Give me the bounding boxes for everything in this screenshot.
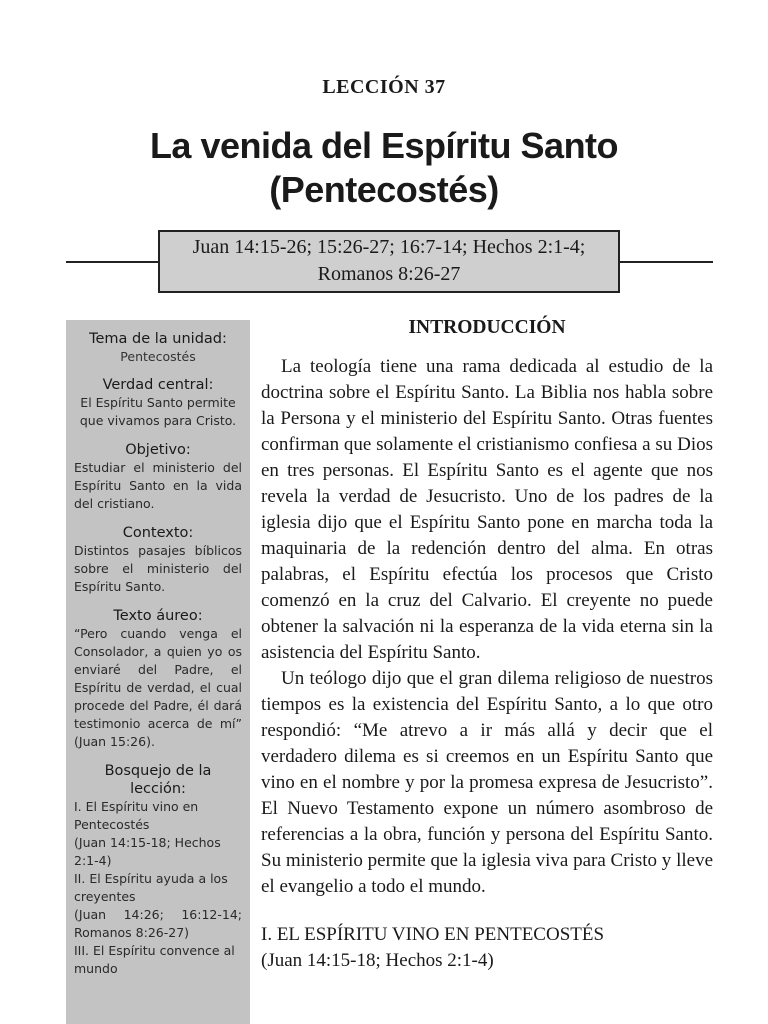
objective-text: Estudiar el ministerio del Espíritu Santo en la vida del cristiano.	[74, 460, 242, 511]
golden-text-section	[74, 607, 242, 751]
reference-rule-left	[66, 261, 160, 263]
scripture-reference-box	[158, 230, 620, 293]
context-section	[74, 524, 242, 596]
unit-theme-heading: Tema de la unidad:	[89, 331, 227, 347]
outline-item-reference: (Juan 14:15-18; Hechos 2:1-4)	[74, 835, 221, 868]
outline-item	[74, 798, 242, 870]
outline-item	[74, 870, 242, 942]
outline-item	[74, 942, 242, 978]
context-text: Distintos pasajes bíblicos sobre el ministerio del Espíritu Santo.	[74, 543, 242, 594]
section-1-title: I. EL ESPÍRITU VINO EN PENTECOSTÉS	[261, 924, 605, 945]
outline-item-title: III. El Espíritu convence al mundo	[74, 943, 235, 976]
section-1-reference: (Juan 14:15-18; Hechos 2:1-4)	[261, 950, 494, 971]
introduction-heading: INTRODUCCIÓN	[408, 317, 566, 338]
lesson-content	[261, 315, 713, 974]
section-1-heading	[261, 922, 713, 974]
outline-heading: Bosquejo de la lección:	[104, 763, 212, 797]
outline-item-title: II. El Espíritu ayuda a los creyentes	[74, 871, 228, 904]
page-title	[0, 124, 768, 212]
lesson-number: LECCIÓN 37	[322, 76, 446, 98]
scripture-reference-line-1: Juan 14:15-26; 15:26-27; 16:7-14; Hechos 2:1-4;	[192, 236, 586, 258]
lesson-sidebar	[66, 320, 250, 1024]
title-line-2: (Pentecostés)	[269, 169, 499, 210]
golden-text-heading: Texto áureo:	[113, 608, 203, 624]
objective-section	[74, 441, 242, 513]
scripture-reference-line-2: Romanos 8:26-27	[317, 263, 461, 285]
unit-theme-text: Pentecostés	[120, 349, 196, 364]
objective-heading: Objetivo:	[125, 442, 191, 458]
reference-rule-right	[618, 261, 713, 263]
introduction-paragraph-2: Un teólogo dijo que el gran dilema religioso de nuestros tiempos es la existencia del Espíritu Santo, a lo que otro respondió: “Me atrevo a ir más allá y decir que el verdadero dilema es si creemos en un Espíritu Santo que vino en el nombre y por la promesa expresa de Jesucristo”. El Nuevo Testamento expone un número asombroso de referencias a la obra, función y persona del Espíritu Santo. Su ministerio permite que la iglesia viva para Cristo y lleve el evangelio a todo el mundo.	[261, 668, 713, 897]
outline-item-title: I. El Espíritu vino en Pentecostés	[74, 799, 199, 832]
golden-text-quote: “Pero cuando venga el Consolador, a quien yo os enviaré del Padre, el Espíritu de verdad, el cual procede del Padre, él dará testimonio acerca de mí” (Juan 15:26).	[74, 626, 242, 749]
outline-item-reference: (Juan 14:26; 16:12-14; Romanos 8:26-27)	[74, 907, 242, 940]
central-truth-heading: Verdad central:	[102, 377, 214, 393]
unit-theme-section	[74, 330, 242, 365]
outline-section	[74, 762, 242, 978]
central-truth-text: El Espíritu Santo permite que vivamos para Cristo.	[79, 395, 237, 428]
introduction-paragraph-1: La teología tiene una rama dedicada al estudio de la doctrina sobre el Espíritu Santo. La Biblia nos habla sobre la Persona y el ministerio del Espíritu Santo. Otras fuentes confirman que solamente el cristianismo confiesa a su Dios en tres personas. El Espíritu Santo es el agente que nos revela la verdad de Jesucristo. Uno de los padres de la iglesia dijo que el Espíritu Santo pone en marcha toda la maquinaria de la redención dentro del alma. En otras palabras, el Espíritu efectúa los procesos que Cristo comenzó en la cruz del Calvario. El creyente no puede obtener la salvación ni la esperanza de la vida eterna sin la asistencia del Espíritu Santo.	[261, 356, 713, 663]
title-line-1: La venida del Espíritu Santo	[149, 125, 619, 166]
central-truth-section	[74, 376, 242, 430]
context-heading: Contexto:	[122, 525, 194, 541]
